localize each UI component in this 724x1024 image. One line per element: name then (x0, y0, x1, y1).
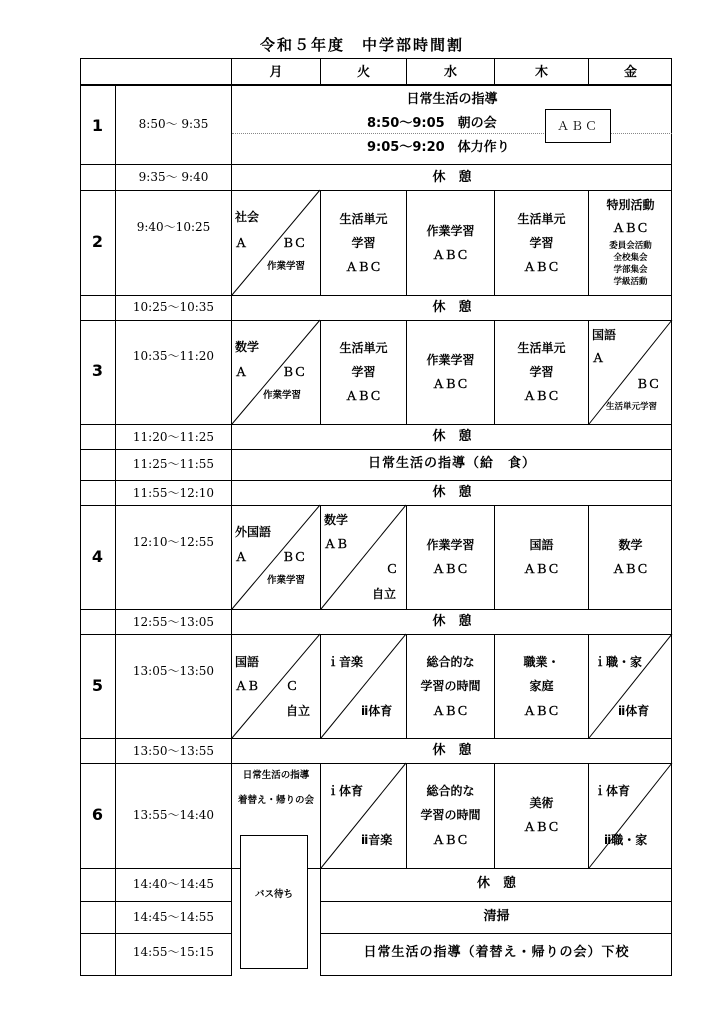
time-p5: 13:05～13:50 (132, 664, 215, 678)
p5-wed-line2: 学習の時間 (420, 679, 481, 693)
p6-thu-line1: 美術 (529, 796, 554, 810)
p3-fri-bottom: 生活単元学習 (606, 402, 658, 412)
p5-wed-line3: ＡＢＣ (432, 704, 469, 718)
bus-wait-box (240, 835, 308, 969)
time-p3: 10:35～11:20 (132, 349, 215, 363)
p4-tue-left: ＡＢ (324, 537, 349, 551)
p6-wed-line1: 総合的な (426, 784, 475, 798)
p4-mon-top: 外国語 (235, 525, 272, 539)
period-3: 3 (91, 361, 104, 380)
p6-fri-top: ｉ体育 (594, 784, 631, 798)
p5-mon-right: Ｃ (286, 679, 299, 693)
p3-thu-line3: ＡＢＣ (523, 389, 560, 403)
time-clean: 14:45～14:55 (132, 910, 215, 924)
p5-mon-left: ＡＢ (235, 679, 260, 693)
period-5: 5 (91, 676, 104, 695)
time-b5: 12:55～13:05 (132, 615, 215, 629)
p2-mon-left: Ａ (235, 236, 248, 250)
day-fri: 金 (623, 65, 637, 80)
p5-fri-bottom: ⅱ体育 (618, 704, 650, 718)
break-5: 休 憩 (432, 614, 472, 629)
time-lunch: 11:25～11:55 (132, 457, 215, 471)
p2-wed-line1: 作業学習 (426, 224, 475, 238)
day-thu: 木 (534, 65, 548, 80)
p2-fri-item1: 委員会活動 (609, 241, 652, 251)
p3-tue-line1: 生活単元 (339, 341, 388, 355)
p6-tue-diagonal (321, 763, 406, 868)
p1-guidance: 日常生活の指導 (406, 92, 498, 107)
p3-fri-left: Ａ (592, 351, 605, 365)
day-tue: 火 (356, 65, 370, 80)
p3-wed-line1: 作業学習 (426, 353, 475, 367)
p4-mon-left: Ａ (235, 550, 248, 564)
p2-fri-item3: 学部集会 (613, 265, 648, 275)
time-p4: 12:10～12:55 (132, 535, 215, 549)
p6-wed-line3: ＡＢＣ (432, 833, 469, 847)
bus-wait-label: バス待ち (254, 889, 293, 900)
p6-fri-diagonal (589, 763, 672, 868)
p5-thu-line1: 職業・ (523, 655, 560, 669)
break-2: 休 憩 (432, 300, 472, 315)
p3-fri-top: 国語 (592, 328, 617, 342)
p5-wed-line1: 総合的な (426, 655, 475, 669)
p4-tue-right: Ｃ (386, 562, 399, 576)
period-1: 1 (91, 116, 104, 135)
p3-mon-left: Ａ (235, 365, 248, 379)
time-p2: 9:40～10:25 (136, 220, 211, 234)
p3-fri-right: ＢＣ (636, 377, 661, 391)
time-b3: 11:20～11:25 (132, 430, 215, 444)
p2-fri-item2: 全校集会 (613, 253, 648, 263)
p3-thu-line2: 学習 (529, 365, 554, 379)
time-b6: 13:50～13:55 (132, 744, 215, 758)
p4-fri-line1: 数学 (618, 538, 643, 552)
p6-tue-bottom: ⅱ音楽 (361, 833, 393, 847)
p4-mon-bottom: 作業学習 (267, 575, 306, 586)
p5-tue-top: ｉ音楽 (327, 655, 364, 669)
p2-tue-line3: ＡＢＣ (345, 260, 382, 274)
day-mon: 月 (269, 65, 283, 80)
timetable (80, 58, 672, 976)
p2-mon-right: ＢＣ (282, 236, 307, 250)
col-divider-period (115, 85, 116, 976)
p6-mon-line2: 着替え・帰りの会 (237, 795, 314, 806)
period-4: 4 (91, 547, 104, 566)
p4-tue-top: 数学 (324, 513, 349, 527)
p4-wed-line1: 作業学習 (426, 538, 475, 552)
cleaning-row: 清掃 (483, 909, 510, 924)
p5-thu-line3: ＡＢＣ (523, 704, 560, 718)
day-wed: 水 (443, 65, 457, 80)
p4-tue-bottom: 自立 (372, 587, 397, 601)
lunch-row: 日常生活の指導（給 食） (367, 456, 536, 471)
p6-wed-line2: 学習の時間 (420, 808, 481, 822)
time-p6: 13:55～14:40 (132, 808, 215, 822)
p2-fri-item4: 学級活動 (613, 277, 648, 287)
p2-fri-title: 特別活動 (606, 198, 655, 212)
p5-mon-bottom: 自立 (286, 704, 311, 718)
p5-thu-line2: 家庭 (529, 679, 554, 693)
p3-mon-right: ＢＣ (282, 365, 307, 379)
time-b7: 14:40～14:45 (132, 877, 215, 891)
p2-thu-line3: ＡＢＣ (523, 260, 560, 274)
p4-wed-line2: ＡＢＣ (432, 562, 469, 576)
page-title: 令和５年度 中学部時間割 (259, 36, 464, 54)
p3-mon-top: 数学 (235, 340, 260, 354)
p5-tue-diagonal (321, 634, 406, 738)
p5-fri-top: ｉ職・家 (594, 655, 643, 669)
p2-wed-line2: ＡＢＣ (432, 248, 469, 262)
p1-abc: ＡＢＣ (556, 119, 599, 133)
p5-mon-top: 国語 (235, 655, 260, 669)
period-2: 2 (91, 232, 104, 251)
p6-mon-line1: 日常生活の指導 (242, 770, 310, 781)
p1-fitness: 9:05～9:20 体力作り (367, 140, 510, 155)
p2-mon-top: 社会 (235, 210, 260, 224)
break-6: 休 憩 (432, 743, 472, 758)
time-p1: 8:50～ 9:35 (138, 117, 209, 131)
p2-mon-bottom: 作業学習 (267, 261, 306, 272)
dismissal-row: 日常生活の指導（着替え・帰りの会）下校 (363, 945, 630, 960)
break-4: 休 憩 (432, 485, 472, 500)
time-b1: 9:35～ 9:40 (138, 170, 209, 184)
break-1: 休 憩 (432, 170, 472, 185)
p2-tue-line1: 生活単元 (339, 212, 388, 226)
p6-fri-bottom: ⅱ職・家 (604, 833, 648, 847)
p3-wed-line2: ＡＢＣ (432, 377, 469, 391)
p3-tue-line2: 学習 (351, 365, 376, 379)
break-3: 休 憩 (432, 429, 472, 444)
time-b2: 10:25～10:35 (132, 300, 215, 314)
period-6: 6 (91, 805, 104, 824)
p4-thu-line2: ＡＢＣ (523, 562, 560, 576)
p3-tue-line3: ＡＢＣ (345, 389, 382, 403)
p4-mon-right: ＢＣ (282, 550, 307, 564)
time-end: 14:55～15:15 (132, 945, 215, 959)
p3-thu-line1: 生活単元 (517, 341, 566, 355)
p5-fri-diagonal (589, 634, 672, 738)
p6-tue-top: ｉ体育 (327, 784, 364, 798)
p6-thu-line2: ＡＢＣ (523, 820, 560, 834)
p2-tue-line2: 学習 (351, 236, 376, 250)
p5-tue-bottom: ⅱ体育 (361, 704, 393, 718)
break-7: 休 憩 (476, 876, 516, 891)
p4-fri-line2: ＡＢＣ (612, 562, 649, 576)
p2-thu-line1: 生活単元 (517, 212, 566, 226)
p2-fri-group: ＡＢＣ (612, 221, 649, 235)
p2-thu-line2: 学習 (529, 236, 554, 250)
p3-mon-bottom: 作業学習 (263, 390, 302, 401)
time-b4: 11:55～12:10 (132, 486, 215, 500)
p1-morning-meeting: 8:50～9:05 朝の会 (367, 116, 497, 131)
p4-thu-line1: 国語 (529, 538, 554, 552)
